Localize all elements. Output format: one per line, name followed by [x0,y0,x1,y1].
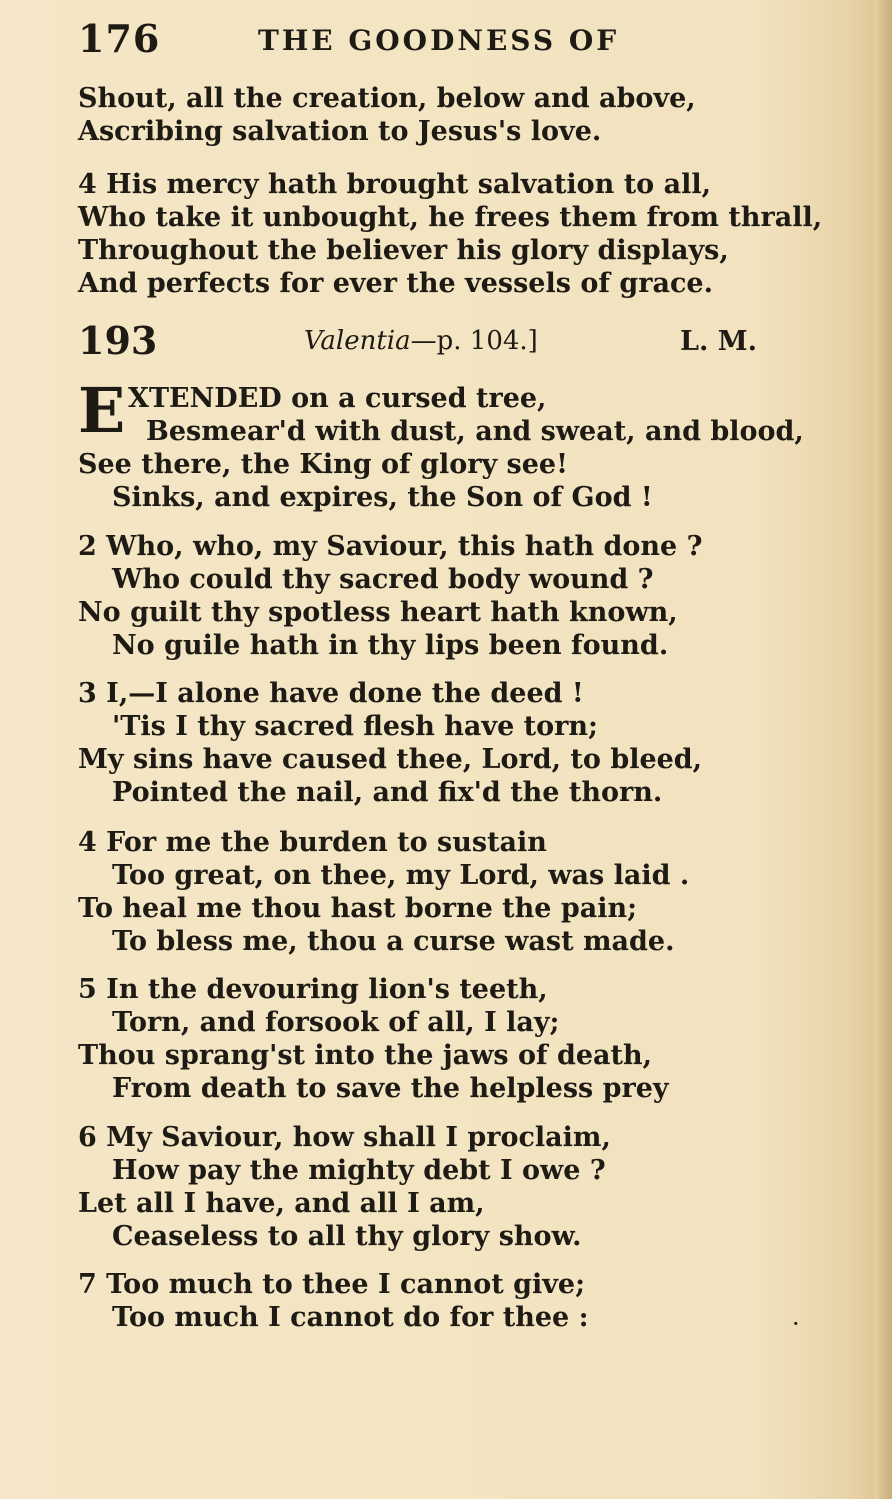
verse-line: To heal me thou hast borne the pain; [78,893,638,924]
verse-line: XTENDED on a cursed tree, [128,383,547,414]
verse-line: Besmear'd with dust, and sweat, and blood, [146,416,804,447]
verse-line: Who take it unbought, he frees them from thrall, [78,202,823,233]
verse-line: Pointed the nail, and fix'd the thorn. [112,777,663,808]
verse-line: Ceaseless to all thy glory show. [112,1221,582,1252]
continuation-line: Ascribing salvation to Jesus's love. [78,116,602,147]
page-number: 176 [78,16,161,61]
verse-line: And perfects for ever the vessels of grace. [78,268,713,299]
tune-page: —p. 104.] [410,326,538,356]
meter: L. M. [680,326,758,357]
verse-line: 2 Who, who, my Saviour, this hath done ? [78,531,703,562]
verse-line: 'Tis I thy sacred flesh have torn; [112,711,598,742]
continuation-line: Shout, all the creation, below and above, [78,83,696,114]
printer-mark: · [792,1310,800,1338]
verse-line: To bless me, thou a curse wast made. [112,926,675,957]
verse-line: Torn, and forsook of all, I lay; [112,1007,560,1038]
verse-line: 6 My Saviour, how shall I proclaim, [78,1122,611,1153]
verse-line: Too much I cannot do for thee : [112,1302,589,1333]
verse-line: 4 His mercy hath brought salvation to all, [78,169,711,200]
verse-line: 3 I,—I alone have done the deed ! [78,678,584,709]
verse-line: Throughout the believer his glory displays, [78,235,729,266]
verse-line: How pay the mighty debt I owe ? [112,1155,606,1186]
running-title: THE GOODNESS OF [258,24,620,57]
verse-line: Let all I have, and all I am, [78,1188,485,1219]
drop-cap: E [78,374,126,447]
hymn-number: 193 [78,318,158,363]
verse-line: Sinks, and expires, the Son of God ! [112,482,653,513]
tune-reference [304,326,538,356]
verse-line: Who could thy sacred body wound ? [112,564,654,595]
verse-line: See there, the King of glory see! [78,449,568,480]
verse-line: 7 Too much to thee I cannot give; [78,1269,586,1300]
page-edge [874,0,892,1499]
verse-line: 4 For me the burden to sustain [78,827,547,858]
tune-name: Valentia [304,326,411,356]
verse-line: Thou sprang'st into the jaws of death, [78,1040,653,1071]
verse-line: No guile hath in thy lips been found. [112,630,669,661]
verse-line: Too great, on thee, my Lord, was laid . [112,860,690,891]
verse-line: 5 In the devouring lion's teeth, [78,974,548,1005]
verse-line: My sins have caused thee, Lord, to bleed, [78,744,703,775]
verse-line: No guilt thy spotless heart hath known, [78,597,678,628]
hymn-heading [78,318,798,362]
verse-line: From death to save the helpless prey [112,1073,669,1104]
